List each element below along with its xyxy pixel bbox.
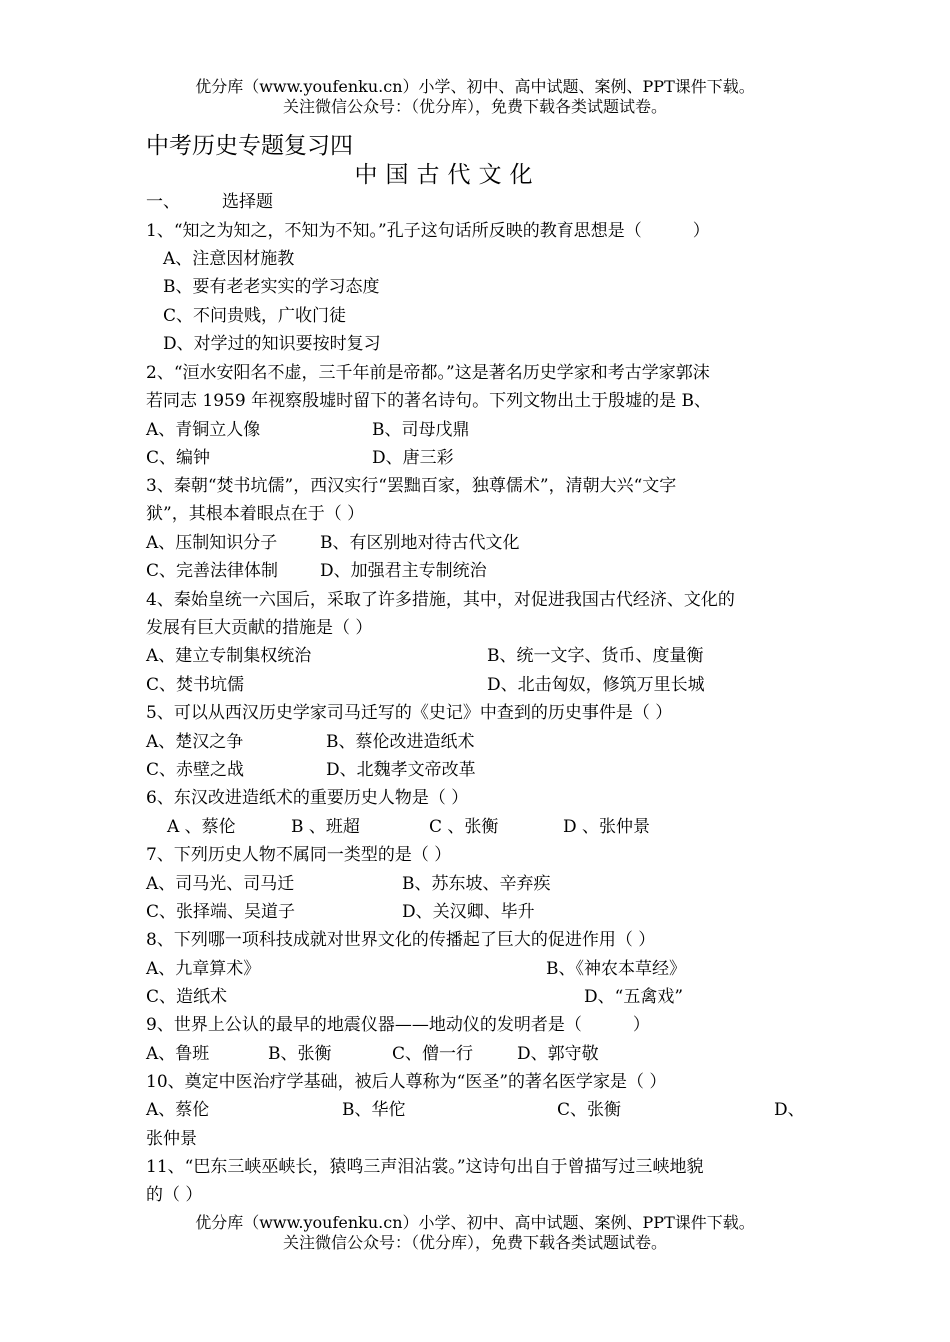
q1-option-a: A、注意因材施教 [163, 249, 295, 269]
q3-option-b: B、有区别地对待古代文化 [320, 533, 520, 553]
q10-option-a: A、蔡伦 [146, 1100, 210, 1120]
q7-option-d: D、关汉卿、毕升 [402, 902, 535, 922]
q1-stem: 1、“知之为知之，不知为不知。”孔子这句话所反映的教育思想是（ ） [146, 221, 710, 241]
q7-stem: 7、下列历史人物不属同一类型的是（ ） [146, 845, 452, 865]
q8-stem: 8、下列哪一项科技成就对世界文化的传播起了巨大的促进作用（ ） [146, 930, 656, 950]
q2-option-a: A、青铜立人像 [146, 420, 261, 440]
q10-option-b: B、华佗 [342, 1100, 406, 1120]
q4-stem-line-1: 4、秦始皇统一六国后，采取了许多措施，其中，对促进我国古代经济、文化的 [146, 590, 735, 610]
q7-option-b: B、苏东坡、辛弃疾 [402, 874, 551, 894]
q9-option-d: D、郭守敬 [517, 1044, 599, 1064]
q8-option-b: B、《神农本草经》 [546, 959, 686, 979]
q9-option-c: C、僧一行 [392, 1044, 474, 1064]
footer-line-2: 关注微信公众号：（优分库），免费下载各类试题试卷。 [282, 1233, 667, 1252]
q1-option-b: B、要有老老实实的学习态度 [163, 277, 380, 297]
q2-option-b: B、司母戊鼎 [372, 420, 470, 440]
q3-stem-line-1: 3、秦朝“焚书坑儒”，西汉实行“罢黜百家，独尊儒术”，清朝大兴“文字 [146, 476, 677, 496]
q8-option-a: A、九章算术》 [146, 959, 261, 979]
q2-stem-line-1: 2、“洹水安阳名不虚，三千年前是帝都。”这是著名历史学家和考古学家郭沫 [146, 363, 710, 383]
q8-option-c: C、造纸术 [146, 987, 228, 1007]
q7-option-c: C、张择端、吴道子 [146, 902, 296, 922]
q10-option-d-text: 张仲景 [146, 1129, 197, 1149]
footer-line-1: 优分库（www.youfenku.cn）小学、初中、高中试题、案例、PPT课件下载。 [195, 1213, 755, 1232]
q6-option-d: D 、张仲景 [563, 817, 651, 837]
q4-option-b: B、统一文字、货币、度量衡 [487, 646, 704, 666]
q10-option-c: C、张衡 [557, 1100, 622, 1120]
q5-option-d: D、北魏孝文帝改革 [326, 760, 476, 780]
q9-option-b: B、张衡 [268, 1044, 332, 1064]
q10-option-d: D、 [774, 1100, 805, 1120]
section-label: 选择题 [222, 192, 273, 212]
q6-option-b: B 、班超 [291, 817, 360, 837]
q4-option-a: A、建立专制集权统治 [146, 646, 312, 666]
q10-stem: 10、奠定中医治疗学基础，被后人尊称为“医圣”的著名医学家是（ ） [146, 1072, 667, 1092]
q6-option-c: C 、张衡 [429, 817, 499, 837]
q4-stem-line-2: 发展有巨大贡献的措施是（ ） [146, 618, 373, 638]
q11-stem-line-2: 的（ ） [146, 1185, 203, 1205]
q8-option-d: D、“五禽戏” [584, 987, 684, 1007]
header-line-1: 优分库（www.youfenku.cn）小学、初中、高中试题、案例、PPT课件下载。 [195, 77, 755, 96]
q1-option-c: C、不问贵贱，广收门徒 [163, 306, 347, 326]
q3-option-c: C、完善法律体制 [146, 561, 279, 581]
q2-option-c: C、编钟 [146, 448, 211, 468]
q1-option-d: D、对学过的知识要按时复习 [163, 334, 381, 354]
q7-option-a: A、司马光、司马迁 [146, 874, 295, 894]
header-line-2: 关注微信公众号：（优分库），免费下载各类试题试卷。 [282, 97, 667, 116]
q3-stem-line-2: 狱”，其根本着眼点在于（ ） [146, 504, 365, 524]
q2-stem-line-2: 若同志 1959 年视察殷墟时留下的著名诗句。下列文物出土于殷墟的是 B、 [146, 391, 711, 411]
q5-option-b: B、蔡伦改进造纸术 [326, 732, 475, 752]
q9-option-a: A、鲁班 [146, 1044, 210, 1064]
q11-stem-line-1: 11、“巴东三峡巫峡长，猿鸣三声泪沾裳。”这诗句出自于曾描写过三峡地貌 [146, 1157, 704, 1177]
q3-option-d: D、加强君主专制统治 [320, 561, 487, 581]
q3-option-a: A、压制知识分子 [146, 533, 278, 553]
q5-option-c: C、赤壁之战 [146, 760, 245, 780]
q4-option-d: D、北击匈奴，修筑万里长城 [487, 675, 705, 695]
q9-stem: 9、世界上公认的最早的地震仪器——地动仪的发明者是（ ） [146, 1015, 650, 1035]
q6-stem: 6、东汉改进造纸术的重要历史人物是（ ） [146, 788, 469, 808]
q5-option-a: A、楚汉之争 [146, 732, 244, 752]
q4-option-c: C、焚书坑儒 [146, 675, 245, 695]
q2-option-d: D、唐三彩 [372, 448, 454, 468]
section-number: 一、 [146, 192, 180, 212]
q6-option-a: A 、蔡伦 [167, 817, 236, 837]
q5-stem: 5、可以从西汉历史学家司马迁写的《史记》中查到的历史事件是（ ） [146, 703, 673, 723]
document-subtitle: 中国古代文化 [354, 162, 541, 188]
document-title: 中考历史专题复习四 [146, 133, 353, 159]
